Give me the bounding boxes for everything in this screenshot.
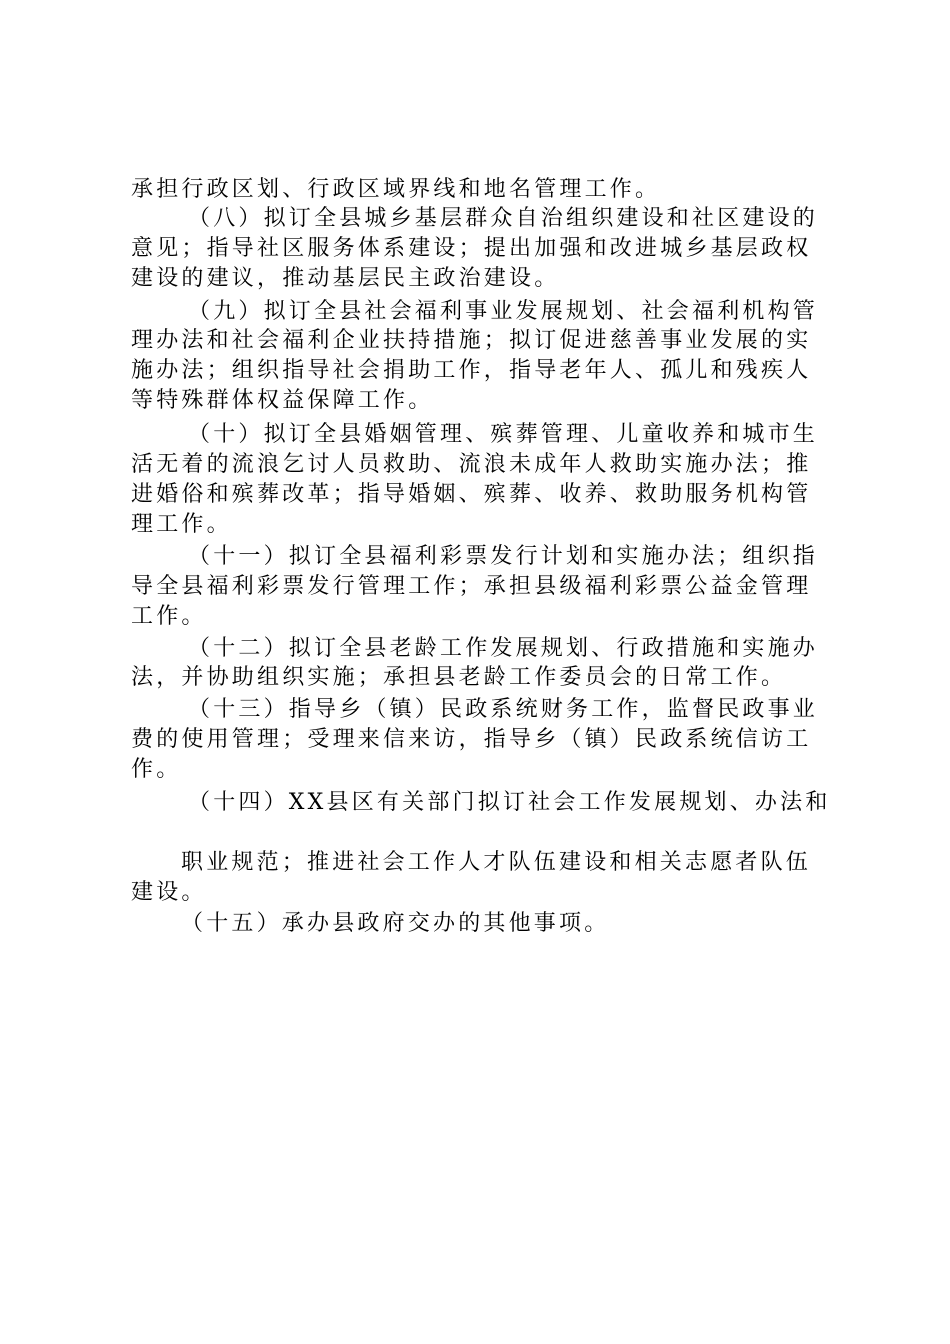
text-line: （十五）承办县政府交办的其他事项。	[181, 911, 610, 936]
text-line: 施办法；组织指导社会捐助工作，指导老年人、孤儿和残疾人	[131, 358, 812, 383]
text-line: （八）拟订全县城乡基层群众自治组织建设和社区建设的	[188, 206, 819, 231]
text-line: 法，并协助组织实施；承担县老龄工作委员会的日常工作。	[131, 665, 787, 690]
text-line: 导全县福利彩票发行管理工作；承担县级福利彩票公益金管理	[131, 574, 812, 599]
text-line: 承担行政区划、行政区域界线和地名管理工作。	[131, 177, 661, 202]
text-line: 工作。	[131, 604, 207, 629]
text-line: （十一）拟订全县福利彩票发行计划和实施办法；组织指	[188, 544, 819, 569]
text-line: 职业规范；推进社会工作人才队伍建设和相关志愿者队伍	[181, 850, 812, 875]
text-line: 作。	[131, 757, 182, 782]
text-line: 理办法和社会福利企业扶持措施；拟订促进慈善事业发展的实	[131, 328, 812, 353]
text-line: 建设的建议，推动基层民主政治建设。	[131, 266, 560, 291]
text-line: 建设。	[131, 880, 207, 905]
text-line: 进婚俗和殡葬改革；指导婚姻、殡葬、收养、救助服务机构管	[131, 482, 812, 507]
text-line: 意见；指导社区服务体系建设；提出加强和改进城乡基层政权	[131, 236, 812, 261]
text-line: （九）拟订全县社会福利事业发展规划、社会福利机构管	[188, 299, 819, 324]
text-line: （十）拟订全县婚姻管理、殡葬管理、儿童收养和城市生	[188, 422, 819, 447]
text-line: （十二）拟订全县老龄工作发展规划、行政措施和实施办	[188, 636, 819, 661]
text-line: 等特殊群体权益保障工作。	[131, 388, 434, 413]
text-line: （十四）XX县区有关部门拟订社会工作发展规划、办法和	[188, 790, 831, 815]
text-line: 理工作。	[131, 512, 232, 537]
text-line: 活无着的流浪乞讨人员救助、流浪未成年人救助实施办法；推	[131, 452, 812, 477]
text-line: 费的使用管理；受理来信来访，指导乡（镇）民政系统信访工	[131, 727, 812, 752]
text-line: （十三）指导乡（镇）民政系统财务工作，监督民政事业	[188, 697, 819, 722]
